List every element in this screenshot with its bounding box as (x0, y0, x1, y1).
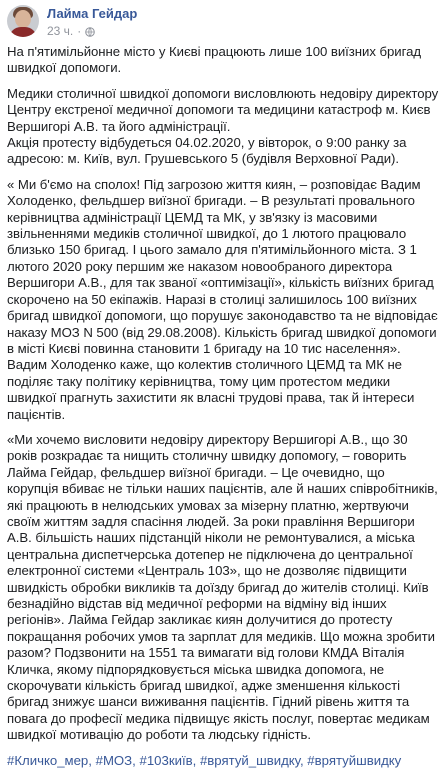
hashtag-separator: , (88, 752, 96, 768)
globe-icon[interactable] (85, 26, 95, 36)
post-header (7, 0, 439, 44)
hashtag-separator: , (132, 752, 140, 768)
meta-separator: · (77, 24, 82, 38)
hashtag-separator: , (192, 752, 200, 768)
author-avatar[interactable] (7, 5, 39, 37)
post-paragraph: « Ми б'ємо на сполох! Під загрозою життя киян, – розповідає Вадим Холоденко, фельдшер виїзної бригади. – В результаті провального керівництва адміністрації ЦЕМД та МК, у зв'язку із масовими звільненнями медиків столичної швидкої, до 1 лютого працювало близько 150 бригад. І цього замало для п'ятимільйонного міста. З 1 лютого 2020 року першим же наказом новообраного директора Вершигори А.В., для так званої «оптимізації», кількість виїзних бригад скорочено на 50 екіпажів. Наразі в столиці залишилось 100 виїзних бригад швидкої допомоги, що порушує законодавство та не відповідає наказу МОЗ N 500 (від 29.08.2008). Кількість бригад швидкої допомоги в місті Києві повинна становити 1 бригаду на 10 тис населення». Вадим Холоденко каже, що колектив столичного ЦЕМД та МК не поділяє таку політику керівництва, тому цим протестом медики швидкої прагнуть захистити як власні трудові права, так й інтереси пацієнтів. (7, 176, 438, 422)
post-body (7, 44, 439, 744)
hashtag-link[interactable]: #врятуйшвидку (307, 752, 402, 768)
hashtag-separator: , (299, 752, 308, 768)
post-paragraph: Медики столичної швидкої допомоги висловлюють недовіру директору Центру екстреної медичної допомоги та медицини катастроф м. Києв Вершигорі А.В. та його адміністрації. Акція протесту відбудеться 04.02.2020, у вівторок, о 9:00 ранку за адресою: м. Київ, вул. Грушевського 5 (будівля Верховної Ради). (7, 85, 439, 167)
hashtags (7, 753, 439, 769)
hashtag-link[interactable]: #103київ (139, 752, 193, 768)
hashtag-link[interactable]: #Кличко_мер (7, 752, 89, 768)
author-name[interactable]: Лайма Гейдар (47, 6, 138, 21)
hashtag-link[interactable]: #врятуй_швидку (199, 752, 300, 768)
post-paragraph: На п'ятимільйонне місто у Києві працюють лише 100 виїзних бригад швидкої допомоги. (7, 44, 421, 76)
hashtag-link[interactable]: #МОЗ (95, 752, 133, 768)
post-paragraph: «Ми хочемо висловити недовіру директору Вершигорі А.В., що 30 років розкрадає та нищить столичну швидку допомогу, – говорить Лайма Гейдар, фельдшер виїзної бригади. – Це очевидно, що корупція вбиває не тільки наших пацієнтів, але й наших співробітників, які працюють в нелюдських умовах за мізерну платню, жертвуючи своїм життям задля спасіння людей. За роки правління Вершигори А.В. більшість наших підстанцій ніколи не ремонтувалися, а міська центральна диспетчерська дотепер не підключена до центральної електронної системи «Централь 103», що не дозволяє підвищити швидкість обробки викликів та доїзду бригад до жителів столиці. Київ безнадійно відстав від медичної реформи на відміну від інших регіонів». Лайма Гейдар закликає киян долучитися до протесту покращання робочих умов та зарплат для медиків. Що можна зробити разом? Подзвонити на 1551 та вимагати від голови КМДА Віталія Кличка, якому підпорядковується міська швидка допомога, не скорочувати кількість бригад швидкої, адже зменшення кількості бригад знижує шанси виживання пацієнтів. Гідний рівень життя та повага до професії медика підвищує якість послуг, повертає медикам швидкої мотивацію до роботи та людську гідність. (7, 431, 438, 743)
post-time[interactable]: 23 ч. (47, 24, 74, 38)
post-meta (47, 24, 137, 38)
author-block (47, 5, 137, 38)
